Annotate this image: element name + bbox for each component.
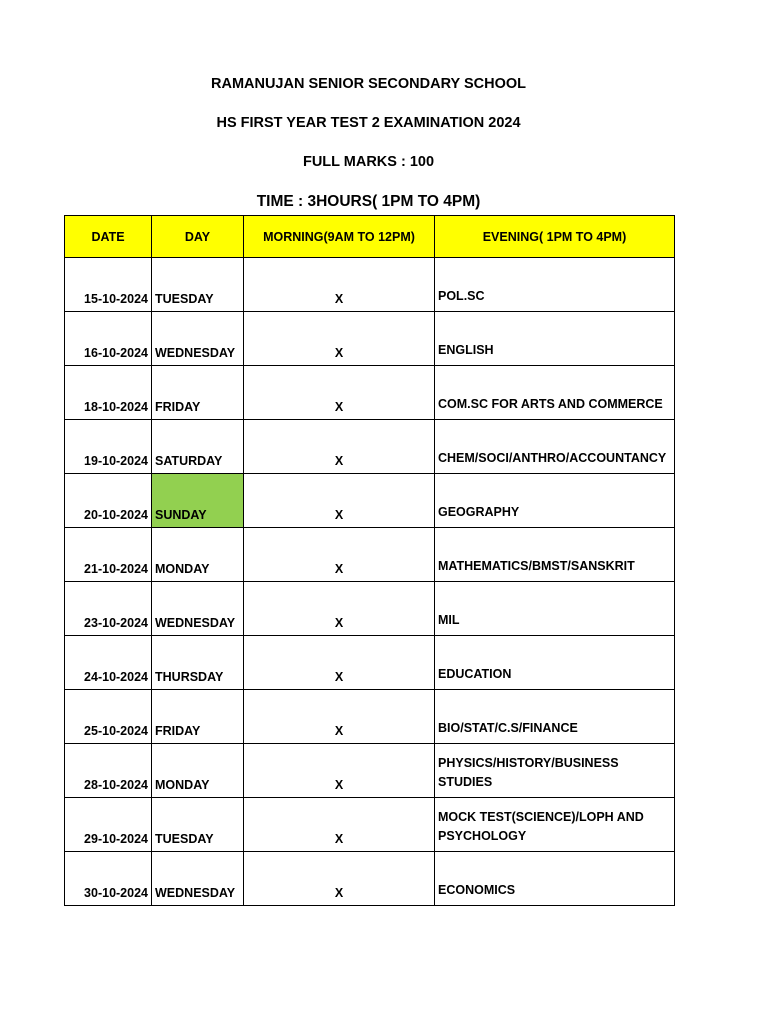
- full-marks: FULL MARKS : 100: [302, 154, 435, 170]
- date-cell: 16-10-2024: [65, 312, 152, 366]
- table-row: [65, 744, 675, 798]
- evening-cell: GEOGRAPHY: [435, 474, 675, 528]
- date-cell: 19-10-2024: [65, 420, 152, 474]
- morning-cell: X: [244, 474, 435, 528]
- day-cell: FRIDAY: [152, 690, 244, 744]
- date-cell: 24-10-2024: [65, 636, 152, 690]
- evening-cell: COM.SC FOR ARTS AND COMMERCE: [435, 366, 675, 420]
- date-cell: 23-10-2024: [65, 582, 152, 636]
- table-header-row: [65, 216, 675, 258]
- day-cell: SATURDAY: [152, 420, 244, 474]
- table-row: [65, 258, 675, 312]
- morning-cell: X: [244, 258, 435, 312]
- date-cell: 20-10-2024: [65, 474, 152, 528]
- evening-cell: PHYSICS/HISTORY/BUSINESS STUDIES: [435, 744, 675, 798]
- day-cell: FRIDAY: [152, 366, 244, 420]
- day-cell: SUNDAY: [152, 474, 244, 528]
- table-row: [65, 312, 675, 366]
- evening-cell: POL.SC: [435, 258, 675, 312]
- morning-cell: X: [244, 582, 435, 636]
- col-header-date: DATE: [65, 216, 152, 258]
- evening-cell: MOCK TEST(SCIENCE)/LOPH AND PSYCHOLOGY: [435, 798, 675, 852]
- date-cell: 15-10-2024: [65, 258, 152, 312]
- table-row: [65, 528, 675, 582]
- col-header-morning: MORNING(9AM TO 12PM): [244, 216, 435, 258]
- exam-schedule-table: [64, 215, 675, 906]
- table-row: [65, 474, 675, 528]
- table-row: [65, 636, 675, 690]
- evening-cell: EDUCATION: [435, 636, 675, 690]
- day-cell: TUESDAY: [152, 798, 244, 852]
- evening-cell: MIL: [435, 582, 675, 636]
- day-cell: WEDNESDAY: [152, 312, 244, 366]
- morning-cell: X: [244, 798, 435, 852]
- morning-cell: X: [244, 744, 435, 798]
- date-cell: 21-10-2024: [65, 528, 152, 582]
- table-row: [65, 798, 675, 852]
- school-name: RAMANUJAN SENIOR SECONDARY SCHOOL: [211, 76, 526, 92]
- table-row: [65, 420, 675, 474]
- exam-title: HS FIRST YEAR TEST 2 EXAMINATION 2024: [216, 115, 521, 131]
- exam-time: TIME : 3HOURS( 1PM TO 4PM): [256, 193, 481, 210]
- table-row: [65, 366, 675, 420]
- day-cell: WEDNESDAY: [152, 852, 244, 906]
- col-header-day: DAY: [152, 216, 244, 258]
- date-cell: 28-10-2024: [65, 744, 152, 798]
- morning-cell: X: [244, 528, 435, 582]
- date-cell: 25-10-2024: [65, 690, 152, 744]
- day-cell: TUESDAY: [152, 258, 244, 312]
- evening-cell: ECONOMICS: [435, 852, 675, 906]
- col-header-evening: EVENING( 1PM TO 4PM): [435, 216, 675, 258]
- morning-cell: X: [244, 420, 435, 474]
- morning-cell: X: [244, 852, 435, 906]
- morning-cell: X: [244, 690, 435, 744]
- morning-cell: X: [244, 636, 435, 690]
- day-cell: THURSDAY: [152, 636, 244, 690]
- date-cell: 18-10-2024: [65, 366, 152, 420]
- date-cell: 29-10-2024: [65, 798, 152, 852]
- table-row: [65, 582, 675, 636]
- evening-cell: MATHEMATICS/BMST/SANSKRIT: [435, 528, 675, 582]
- table-row: [65, 690, 675, 744]
- day-cell: WEDNESDAY: [152, 582, 244, 636]
- morning-cell: X: [244, 312, 435, 366]
- day-cell: MONDAY: [152, 744, 244, 798]
- date-cell: 30-10-2024: [65, 852, 152, 906]
- morning-cell: X: [244, 366, 435, 420]
- evening-cell: CHEM/SOCI/ANTHRO/ACCOUNTANCY: [435, 420, 675, 474]
- day-cell: MONDAY: [152, 528, 244, 582]
- evening-cell: ENGLISH: [435, 312, 675, 366]
- evening-cell: BIO/STAT/C.S/FINANCE: [435, 690, 675, 744]
- table-row: [65, 852, 675, 906]
